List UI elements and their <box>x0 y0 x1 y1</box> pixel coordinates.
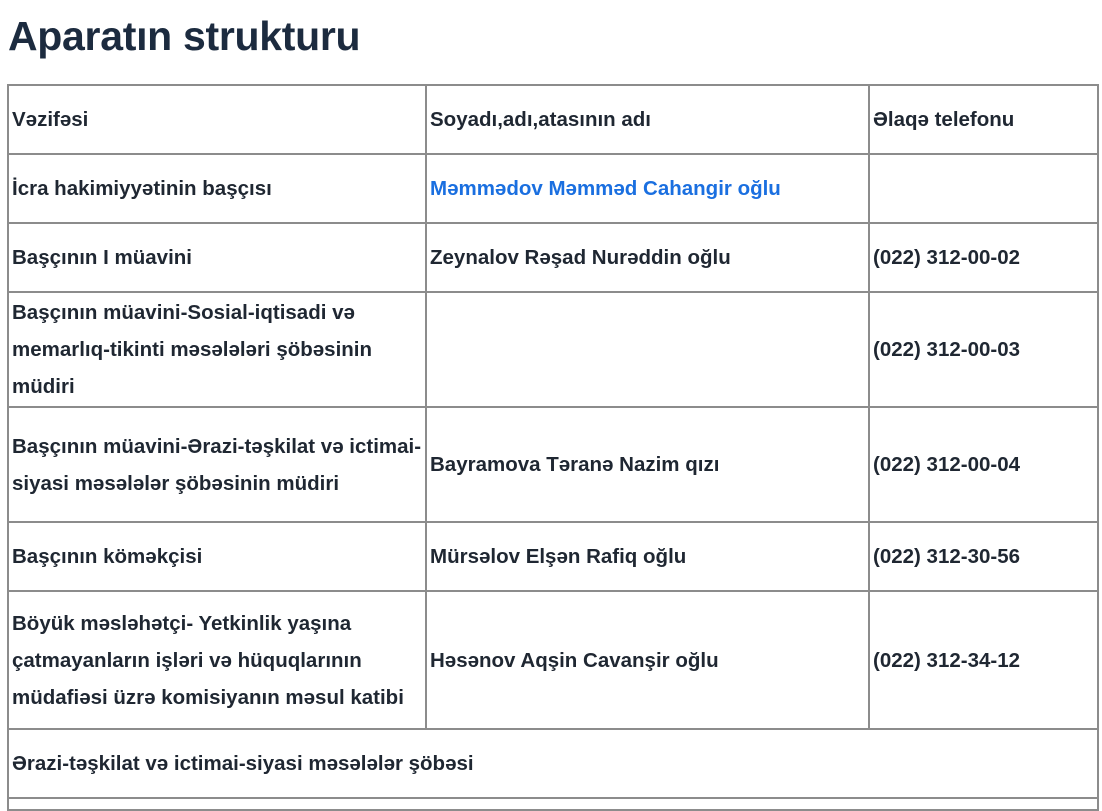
position-cell: Başçının müavini-Ərazi-təşkilat və ictimai-siyasi məsələlər şöbəsinin müdiri <box>8 407 426 522</box>
table-row <box>8 591 1098 729</box>
position-cell: Başçının müavini-Sosial-iqtisadi və memarlıq-tikinti məsələləri şöbəsinin müdiri <box>8 292 426 407</box>
position-cell: Başçının köməkçisi <box>8 522 426 591</box>
name-cell: Mürsəlov Elşən Rafiq oğlu <box>426 522 869 591</box>
header-phone: Əlaqə telefonu <box>869 85 1098 154</box>
position-cell: İcra hakimiyyətinin başçısı <box>8 154 426 223</box>
name-cell: Bayramova Təranə Nazim qızı <box>426 407 869 522</box>
phone-cell: (022) 312-34-12 <box>869 591 1098 729</box>
name-cell <box>426 154 869 223</box>
table-header-row <box>8 85 1098 154</box>
structure-table <box>7 84 1099 811</box>
table-row <box>8 292 1098 407</box>
section-header-row <box>8 729 1098 798</box>
structure-table-container <box>7 84 1092 811</box>
partial-cell <box>8 798 1098 810</box>
page-title: Aparatın strukturu <box>8 13 361 59</box>
name-cell: Həsənov Aqşin Cavanşir oğlu <box>426 591 869 729</box>
phone-cell: (022) 312-30-56 <box>869 522 1098 591</box>
phone-cell <box>869 154 1098 223</box>
phone-cell: (022) 312-00-03 <box>869 292 1098 407</box>
table-row-partial <box>8 798 1098 810</box>
phone-cell: (022) 312-00-04 <box>869 407 1098 522</box>
section-header: Ərazi-təşkilat və ictimai-siyasi məsələlər şöbəsi <box>8 729 1098 798</box>
name-link[interactable]: Məmmədov Məmməd Cahangir oğlu <box>430 177 781 200</box>
table-row <box>8 522 1098 591</box>
header-name: Soyadı,adı,atasının adı <box>426 85 869 154</box>
position-cell: Başçının I müavini <box>8 223 426 292</box>
table-row <box>8 407 1098 522</box>
header-position: Vəzifəsi <box>8 85 426 154</box>
name-cell <box>426 292 869 407</box>
table-row <box>8 154 1098 223</box>
position-cell: Böyük məsləhətçi- Yetkinlik yaşına çatmayanların işləri və hüquqlarının müdafiəsi üzrə komisiyanın məsul katibi <box>8 591 426 729</box>
phone-cell: (022) 312-00-02 <box>869 223 1098 292</box>
table-row <box>8 223 1098 292</box>
name-cell: Zeynalov Rəşad Nurəddin oğlu <box>426 223 869 292</box>
